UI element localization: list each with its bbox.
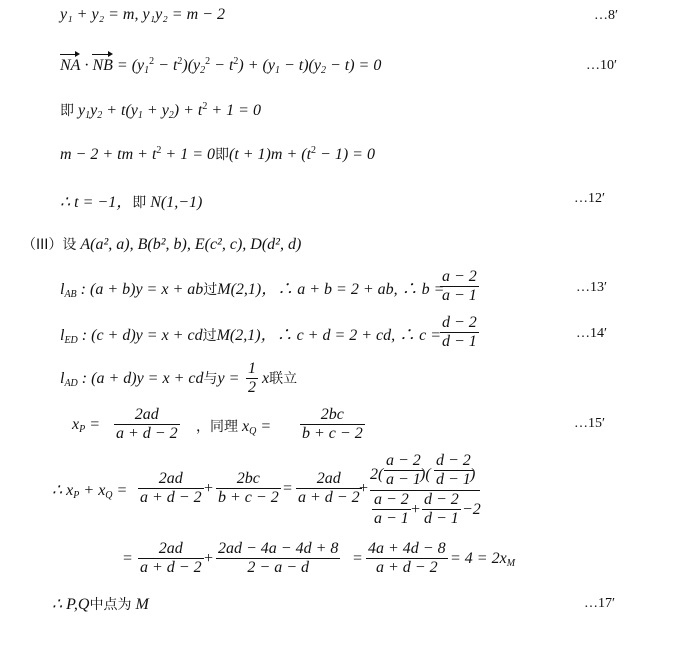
solution-line-11: ∴ $x_P + x_Q$ = $\frac{2ad}{a + d - 2}$ + $\frac{2bc}{b + c - 2}$ = $\frac{2ad}{a + d - 2}$ + 2( $\frac{a - 2}{a - 1}$ )( $\frac{d - 2}{d - 1}$ ) $\frac{a - 2}{a - 1}$ + $\frac{d - 2}{d - 1}$ −2 (52, 452, 481, 527)
fraction-b: $\frac{a - 2}{a - 1}$ (442, 268, 477, 304)
score-mark: …14′ (576, 326, 608, 341)
fraction-compound: 2( $\frac{a - 2}{a - 1}$ )( $\frac{d - 2}{d - 1}$ ) $\frac{a - 2}{a - 1}$ + $\frac{d - 2}{d - 1}$ −2 (370, 452, 481, 527)
fraction-xq: $\frac{2bc}{b + c - 2}$ (302, 406, 363, 442)
part-three-setup: （III）设 A(a², a), B(b², b), E(c², c), D(d², d) (22, 236, 302, 253)
fraction-final-3: $\frac{4a + 4d - 8}{a + d - 2}$ (368, 540, 446, 576)
formula-dot-product: NA · NB = $(y_1^2 - t^2)(y_2^2 - t^2) + (y_1 - t)(y_2 - t) = 0$ (60, 56, 382, 76)
fraction-c: $\frac{d - 2}{d - 1}$ (442, 314, 477, 350)
formula-expanded: 即 $y_1y_2 + t(y_1 + y_2) + t^2 + 1 = 0$ (60, 101, 261, 121)
formula-line-ed: $l_{ED}$ : (c + d)y = x + cd过M(2,1)，∴ c + d = 2 + cd, ∴ c = (60, 327, 442, 346)
formula-result: = $4 = 2x_M$ (450, 550, 516, 569)
fraction-final-2: $\frac{2ad - 4a - 4d + 8}{2 - a - d}$ (218, 540, 339, 576)
fraction-half: $\frac{1}{2}$ (248, 360, 256, 396)
score-mark: …10′ (586, 58, 618, 73)
score-mark: …13′ (576, 280, 608, 295)
formula-midpoint: ∴ P,Q中点为 M (52, 596, 149, 613)
score-mark: …17′ (584, 596, 616, 611)
fraction-sum-term2: $\frac{2bc}{b + c - 2}$ (218, 470, 279, 506)
fraction-sum-term1: $\frac{2ad}{a + d - 2}$ (140, 470, 202, 506)
fraction-final-1: $\frac{2ad}{a + d - 2}$ (140, 540, 202, 576)
score-mark: …15′ (574, 416, 606, 431)
score-mark: …8′ (594, 8, 619, 23)
formula-line-ad: $l_{AD}$ : (a + d)y = x + cd与y = (60, 370, 240, 389)
score-mark: …12′ (574, 191, 606, 206)
formula-conclusion-n: ∴ t = −1，即 N(1,−1) (60, 194, 203, 211)
formula-substituted: m − 2 + tm + $t^2 + 1 = 0$即$(t + 1)m + (t^2 - 1) = 0$ (60, 145, 375, 163)
formula-sum-product: y₁ + y₂ = m, y₁y₂ = m − 2 (60, 6, 225, 23)
fraction-xp: $\frac{2ad}{a + d - 2}$ (116, 406, 178, 442)
fraction-sum-term3: $\frac{2ad}{a + d - 2}$ (298, 470, 360, 506)
formula-line-ab: $l_{AB}$ : (a + b)y = x + ab过M(2,1)，∴ a + b = 2 + ab, ∴ b = (60, 281, 445, 300)
